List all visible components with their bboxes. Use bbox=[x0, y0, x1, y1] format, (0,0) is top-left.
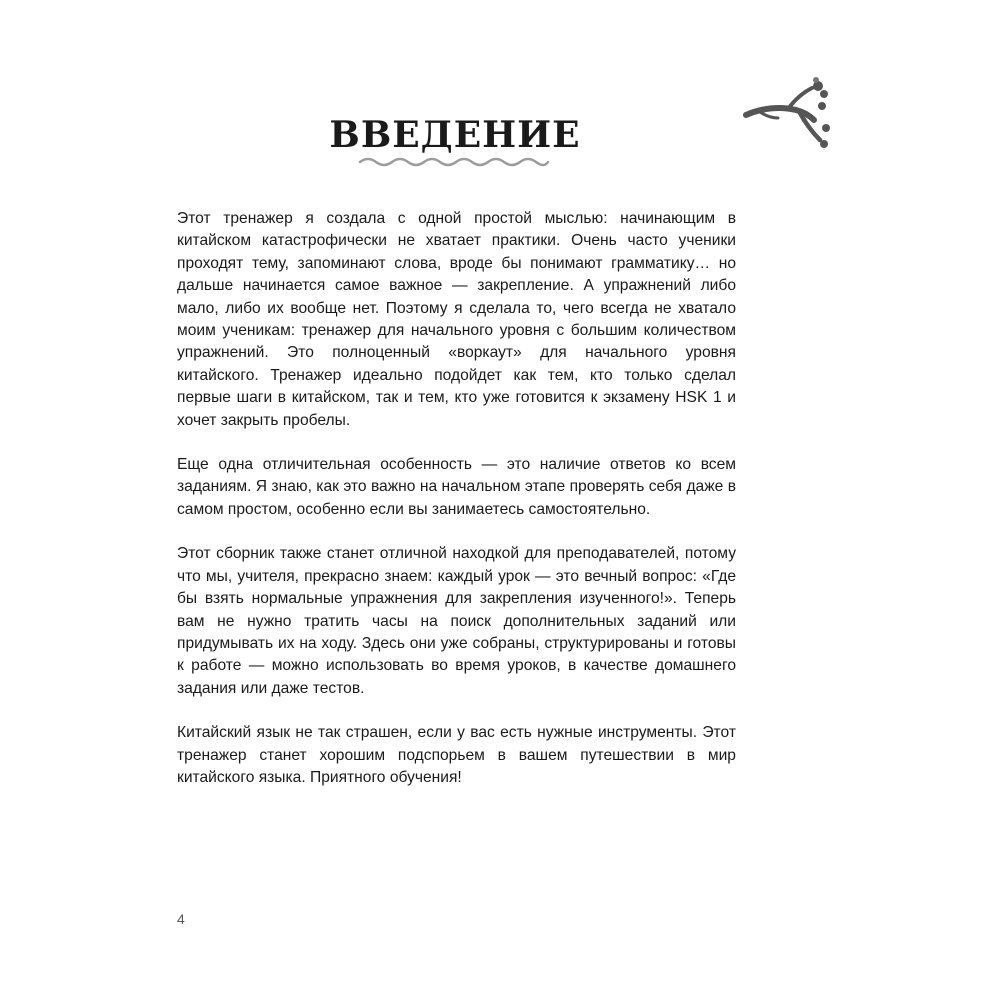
paragraph-3: Этот сборник также станет отличной находкой для преподавателей, потому что мы, учителя, прекрасно знаем: каждый урок — это вечный вопрос: «Где бы взять нормальные упражнения для закрепления изученного!». Теперь вам не нужно тратить часы на поиск дополнительных заданий или придумывать их на ходу. Здесь они уже собраны, структурированы и готовы к работе — можно использовать во время уроков, в качестве домашнего задания или даже тестов. bbox=[177, 545, 736, 697]
intro-body bbox=[177, 208, 736, 811]
paragraph-4: Китайский язык не так страшен, если у вас есть нужные инструменты. Этот тренажер станет хорошим подспорьем в вашем путешествии в мир китайского языка. Приятного обучения! bbox=[177, 724, 736, 786]
page-number: 4 bbox=[177, 911, 185, 927]
paragraph-2: Еще одна отличительная особенность — это наличие ответов ко всем заданиям. Я знаю, как это важно на начальном этапе проверять себя даже в самом простом, особенно если вы занимаетесь самостоятельно. bbox=[177, 456, 736, 518]
paragraph-1: Этот тренажер я создала с одной простой мыслью: начинающим в китайском катастрофически не хватает практики. Очень часто ученики проходят тему, запоминают слова, вроде бы понимают грамматику… но дальше начинается самое важное — закрепление. А упражнений либо мало, либо их вообще нет. Поэтому я сделала то, чего всегда не хватало моим ученикам: тренажер для начального уровня с большим количеством упражнений. Это полноценный «воркаут» для начального уровня китайского. Тренажер идеально подойдет как тем, кто только сделал первые шаги в китайском, так и тем, кто уже готовится к экзамену HSK 1 и хочет закрыть пробелы. bbox=[177, 210, 736, 429]
wave-underline-icon bbox=[358, 154, 550, 170]
branch-with-blossoms-icon bbox=[740, 70, 830, 160]
page-title: ВВЕДЕНИЕ bbox=[329, 114, 581, 156]
